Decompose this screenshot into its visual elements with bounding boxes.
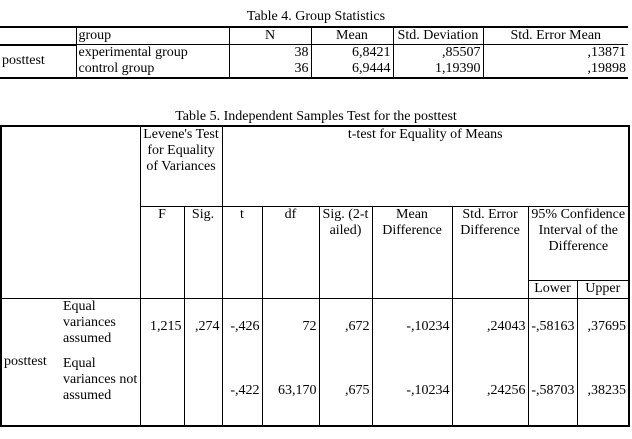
header-std-error-difference: Std. Error Difference (452, 206, 528, 298)
cell-lower: -,58163 (528, 298, 577, 356)
cell-n: 38 (229, 45, 311, 62)
row-label-posttest: posttest (1, 298, 61, 426)
independent-samples-test-table (0, 125, 630, 427)
cell-sig2: ,675 (319, 356, 372, 426)
cell-sig: ,274 (184, 298, 222, 356)
cell-lower: -,58703 (528, 356, 577, 426)
header-mean-difference: Mean Difference (372, 206, 452, 298)
row-label-posttest: posttest (0, 45, 76, 79)
table-row (0, 45, 628, 62)
header-levene: Levene's Test for Equality of Variances (140, 126, 222, 206)
header-upper: Upper (577, 280, 629, 298)
header-t: t (222, 206, 262, 298)
cell-sd: ,85507 (393, 45, 483, 62)
cell-mean-difference: -,10234 (372, 356, 452, 426)
header-sig-2-tailed: Sig. (2-tailed) (319, 206, 372, 298)
header-empty (1, 126, 140, 298)
header-confidence-interval: 95% Confidence Interval of the Difference (528, 206, 629, 280)
cell-sig (184, 356, 222, 426)
cell-t: -,426 (222, 298, 262, 356)
table5-caption: Table 5. Independent Samples Test for the posttest (175, 109, 457, 124)
header-empty (0, 27, 76, 45)
cell-mean: 6,8421 (311, 45, 393, 62)
cell-upper: ,38235 (577, 356, 629, 426)
cell-df: 63,170 (262, 356, 319, 426)
header-n: N (229, 27, 311, 45)
cell-mean: 6,9444 (311, 61, 393, 78)
cell-df: 72 (262, 298, 319, 356)
cell-upper: ,37695 (577, 298, 629, 356)
cell-std-error-difference: ,24043 (452, 298, 528, 356)
header-group: group (76, 27, 229, 45)
table-row (1, 356, 629, 426)
cell-n: 36 (229, 61, 311, 78)
cell-sig2: ,672 (319, 298, 372, 356)
table4-caption: Table 4. Group Statistics (246, 9, 386, 24)
cell-se: ,19898 (483, 61, 628, 78)
group-statistics-table (0, 26, 628, 79)
cell-std-error-difference: ,24256 (452, 356, 528, 426)
header-ttest: t-test for Equality of Means (222, 126, 629, 206)
cell-f (140, 356, 184, 426)
table-row (0, 61, 628, 78)
row-label-equal-not-assumed: Equal variances not assumed (61, 356, 140, 426)
cell-mean-difference: -,10234 (372, 298, 452, 356)
header-lower: Lower (528, 280, 577, 298)
header-std-deviation: Std. Deviation (393, 27, 483, 45)
header-mean: Mean (311, 27, 393, 45)
header-std-error-mean: Std. Error Mean (483, 27, 628, 45)
header-f: F (140, 206, 184, 298)
cell-group: control group (76, 61, 229, 78)
row-label-equal-assumed: Equal variances assumed (61, 298, 140, 356)
cell-sd: 1,19390 (393, 61, 483, 78)
cell-f: 1,215 (140, 298, 184, 356)
header-df: df (262, 206, 319, 298)
cell-se: ,13871 (483, 45, 628, 62)
cell-t: -,422 (222, 356, 262, 426)
table-row (1, 298, 629, 356)
cell-group: experimental group (76, 45, 229, 62)
header-sig: Sig. (184, 206, 222, 298)
